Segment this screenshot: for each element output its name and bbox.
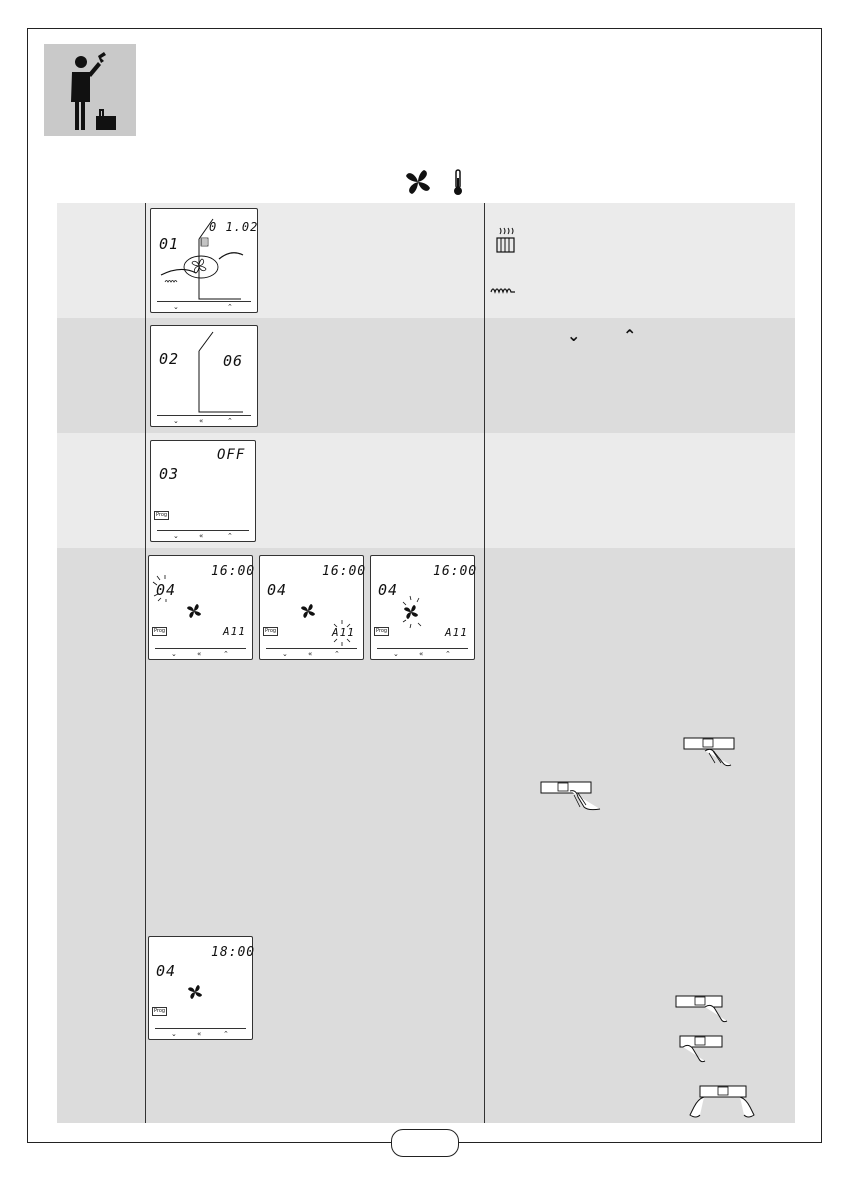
parameter-value: 16:00 <box>322 564 367 579</box>
button-press-both-icon <box>684 1085 764 1124</box>
arrow-up-icon[interactable]: ⌃ <box>445 650 451 658</box>
prog-badge: Prog <box>156 512 168 518</box>
arrow-down-icon[interactable]: ⌄ <box>173 417 179 425</box>
fan-icon <box>188 985 202 999</box>
lcd-screen-01 <box>150 208 258 313</box>
parameter-code: 03 <box>159 465 180 483</box>
parameter-code: 04 <box>267 581 288 599</box>
lcd-screen-04-confirmed <box>148 936 256 1040</box>
lcd-footer <box>157 530 249 531</box>
parameter-value: 16:00 <box>211 564 256 579</box>
parameter-value: OFF <box>217 447 246 463</box>
rewind-icon[interactable]: « <box>197 1030 202 1038</box>
lcd-footer <box>155 648 246 649</box>
arrow-down-icon[interactable]: ⌄ <box>173 303 179 311</box>
element-icon <box>165 281 177 283</box>
column-divider-1 <box>145 203 146 1123</box>
rewind-icon[interactable]: « <box>199 532 204 540</box>
arrow-up-icon[interactable]: ⌃ <box>227 303 233 311</box>
lcd-screen-04-fan-blink <box>370 555 478 660</box>
fan-icon <box>404 605 418 619</box>
parameter-code: 01 <box>159 235 180 253</box>
mode-value: A11 <box>332 626 355 639</box>
arrow-down-icon[interactable]: ⌄ <box>171 1030 177 1038</box>
lcd-footer <box>157 415 251 416</box>
lcd-footer <box>155 1028 246 1029</box>
fan-icon <box>406 170 430 194</box>
button-press-right-2-icon <box>675 995 731 1030</box>
parameter-code: 02 <box>159 350 180 368</box>
button-press-left-2-icon <box>679 1035 729 1070</box>
column-divider-2 <box>484 203 485 1123</box>
heating-element-icon <box>489 283 519 301</box>
fan-icon <box>301 604 315 618</box>
lcd-screen-03 <box>150 440 256 542</box>
blink-rays-icon <box>403 596 421 628</box>
rewind-icon[interactable]: « <box>199 417 204 425</box>
prog-badge: Prog <box>154 628 166 634</box>
mode-value: A11 <box>223 625 246 638</box>
arrow-down-icon[interactable]: ⌄ <box>393 650 399 658</box>
arrow-up-icon[interactable]: ⌃ <box>223 650 229 658</box>
button-press-right-icon <box>683 737 739 774</box>
arrow-down-icon[interactable]: ⌄ <box>173 532 179 540</box>
prog-badge: Prog <box>154 1008 166 1014</box>
rewind-icon[interactable]: « <box>308 650 313 658</box>
fan-icon <box>187 604 201 618</box>
rewind-icon[interactable]: « <box>197 650 202 658</box>
radiator-icon <box>494 226 518 259</box>
rewind-icon[interactable]: « <box>419 650 424 658</box>
technician-icon <box>44 44 136 136</box>
mode-value: A11 <box>445 626 468 639</box>
parameter-value: 16:00 <box>433 564 478 579</box>
parameter-code: 04 <box>156 581 177 599</box>
parameter-value: 18:00 <box>211 945 256 960</box>
prog-badge: Prog <box>376 628 388 634</box>
page-number-box <box>391 1129 459 1157</box>
arrow-down-icon: ⌄ <box>567 326 581 345</box>
arrow-up-icon[interactable]: ⌃ <box>227 417 233 425</box>
arrow-down-icon[interactable]: ⌄ <box>282 650 288 658</box>
header-icons <box>404 168 474 196</box>
arrow-up-icon[interactable]: ⌃ <box>223 1030 229 1038</box>
lcd-footer <box>266 648 357 649</box>
button-press-left-icon <box>540 781 610 820</box>
thermometer-icon <box>454 170 462 195</box>
lcd-footer <box>377 648 468 649</box>
arrow-up-icon[interactable]: ⌃ <box>227 532 233 540</box>
arrow-up-icon[interactable]: ⌃ <box>334 650 340 658</box>
parameter-value: 0 1.02 <box>209 220 259 234</box>
parameter-code: 04 <box>156 962 177 980</box>
lcd-footer <box>157 301 251 302</box>
heater-icon <box>201 238 208 246</box>
parameter-code: 04 <box>378 581 399 599</box>
arrow-down-icon[interactable]: ⌄ <box>171 650 177 658</box>
prog-badge: Prog <box>265 628 277 634</box>
parameter-value: 06 <box>223 352 244 370</box>
lcd-screen-04-code-blink <box>148 555 256 660</box>
lcd-screen-02 <box>150 325 258 427</box>
lcd-screen-04-mode-blink <box>259 555 367 660</box>
arrow-up-icon: ⌃ <box>623 326 637 345</box>
